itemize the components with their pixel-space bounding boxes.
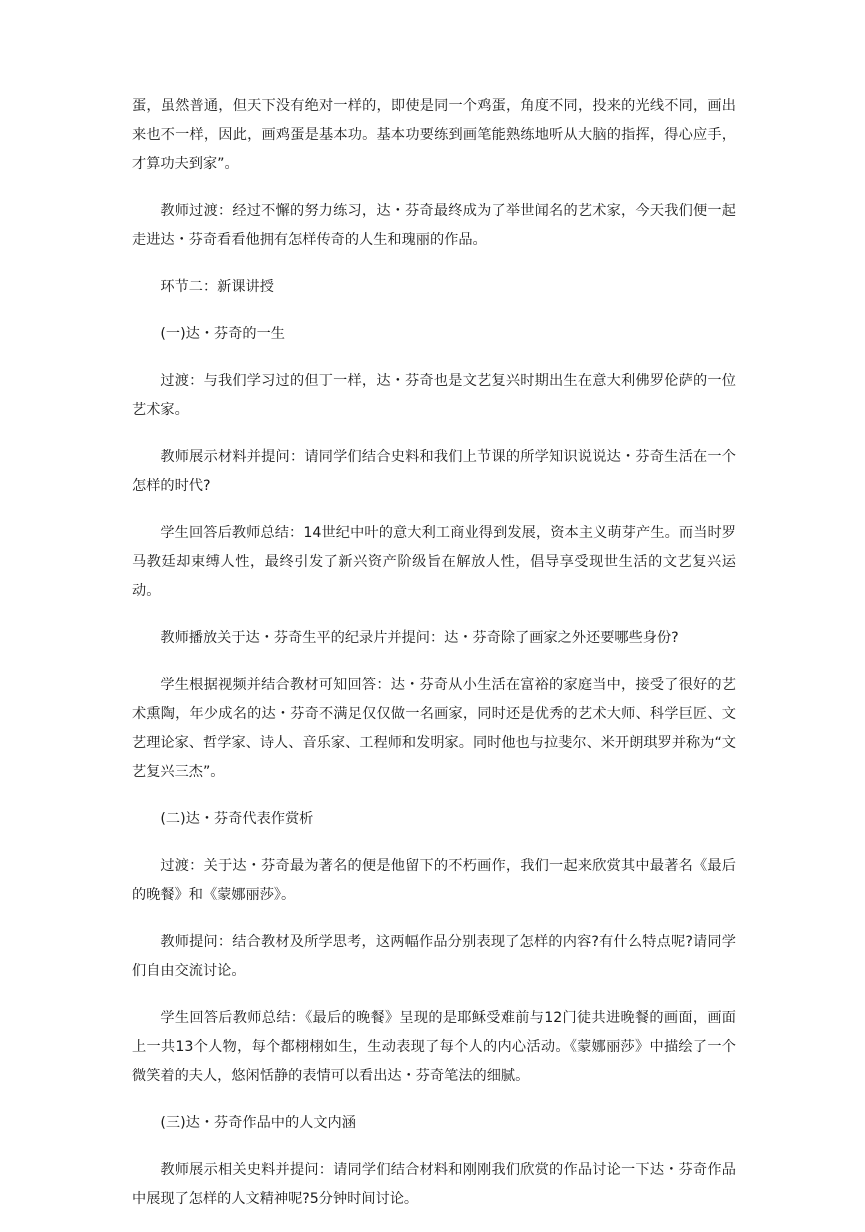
subsection-heading-3: (三)达・芬奇作品中的人文内涵 (160, 1115, 356, 1131)
paragraph-documentary-question: 教师播放关于达・芬奇生平的纪录片并提问：达・芬奇除了画家之外还要哪些身份? (160, 630, 679, 646)
paragraph-continued: 蛋，虽然普通，但天下没有绝对一样的，即使是同一个鸡蛋，角度不同，投来的光线不同，画出来也不一样，因此，画鸡蛋是基本功。基本功要练到画笔能熟练地听从大脑的指挥，得心应手，才算功夫到家”。 (132, 98, 736, 172)
paragraph-transition-dante: 过渡：与我们学习过的但丁一样，达・芬奇也是文艺复兴时期出生在意大利佛罗伦萨的一位艺术家。 (132, 373, 736, 418)
paragraph-teacher-question-humanism: 教师展示相关史料并提问：请同学们结合材料和刚刚我们欣赏的作品讨论一下达・芬奇作品中展现了怎样的人文精神呢?5分钟时间讨论。 (132, 1162, 736, 1207)
subsection-heading-2: (二)达・芬奇代表作赏析 (160, 811, 314, 827)
subsection-heading-1: (一)达・芬奇的一生 (160, 326, 285, 342)
paragraph-teacher-transition: 教师过渡：经过不懈的努力练习，达・芬奇最终成为了举世闻名的艺术家，今天我们便一起走进达・芬奇看看他拥有怎样传奇的人生和瑰丽的作品。 (132, 203, 736, 248)
section-heading-link-two: 环节二：新课讲授 (160, 279, 274, 295)
paragraph-teacher-summary-works: 学生回答后教师总结：《最后的晚餐》呈现的是耶稣受难前与12门徒共进晚餐的画面，画面上一共13个人物，每个都栩栩如生，生动表现了每个人的内心活动。《蒙娜丽莎》中描绘了一个微笑着的夫人，悠闲恬静的表情可以看出达・芬奇笔法的细腻。 (132, 1010, 736, 1084)
paragraph-teacher-question-works: 教师提问：结合教材及所学思考，这两幅作品分别表现了怎样的内容?有什么特点呢?请同学们自由交流讨论。 (132, 934, 736, 979)
paragraph-student-answer-identities: 学生根据视频并结合教材可知回答：达・芬奇从小生活在富裕的家庭当中，接受了很好的艺术熏陶，年少成名的达・芬奇不满足仅仅做一名画家，同时还是优秀的艺术大师、科学巨匠、文艺理论家、哲学家、诗人、音乐家、工程师和发明家。同时他也与拉斐尔、米开朗琪罗并称为“文艺复兴三杰”。 (132, 677, 736, 780)
document-page (132, 92, 736, 1232)
paragraph-transition-works: 过渡：关于达・芬奇最为著名的便是他留下的不朽画作，我们一起来欣赏其中最著名《最后的晚餐》和《蒙娜丽莎》。 (132, 858, 736, 903)
paragraph-teacher-summary-era: 学生回答后教师总结：14世纪中叶的意大利工商业得到发展，资本主义萌芽产生。而当时罗马教廷却束缚人性，最终引发了新兴资产阶级旨在解放人性，倡导享受现世生活的文艺复兴运动。 (132, 525, 736, 599)
paragraph-teacher-question-era: 教师展示材料并提问：请同学们结合史料和我们上节课的所学知识说说达・芬奇生活在一个怎样的时代? (132, 449, 736, 494)
